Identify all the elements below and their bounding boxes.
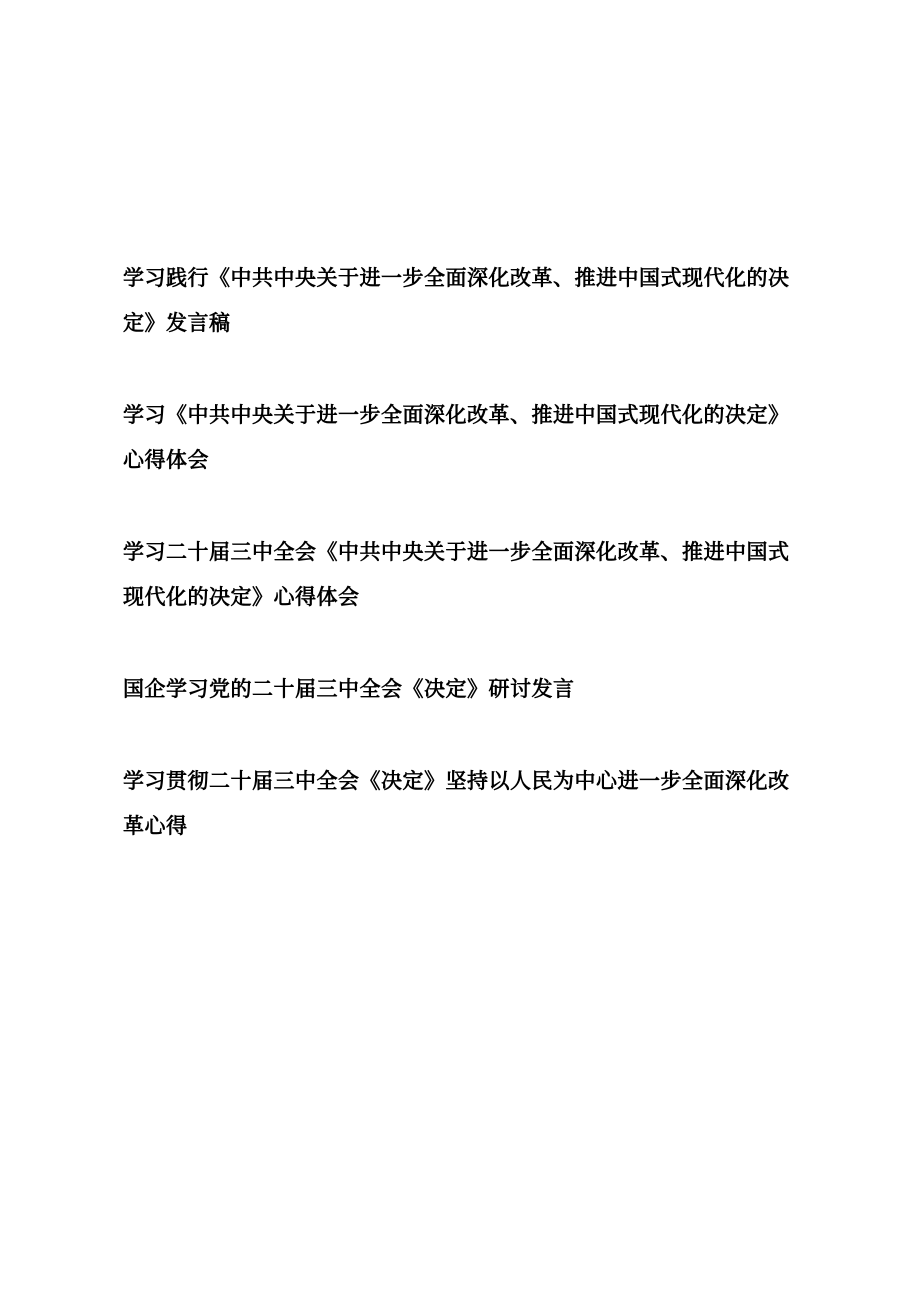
title-item-2: 学习《中共中央关于进一步全面深化改革、推进中国式现代化的决定》心得体会	[123, 402, 790, 472]
title-item-4: 国企学习党的二十届三中全会《决定》研讨发言	[123, 676, 575, 701]
title-item-3: 学习二十届三中全会《中共中央关于进一步全面深化改革、推进中国式现代化的决定》心得体会	[123, 539, 790, 609]
title-item-1: 学习践行《中共中央关于进一步全面深化改革、推进中国式现代化的决定》发言稿	[123, 265, 790, 335]
title-list	[123, 255, 803, 848]
title-item-5: 学习贯彻二十届三中全会《决定》坚持以人民为中心进一步全面深化改革心得	[123, 768, 790, 838]
